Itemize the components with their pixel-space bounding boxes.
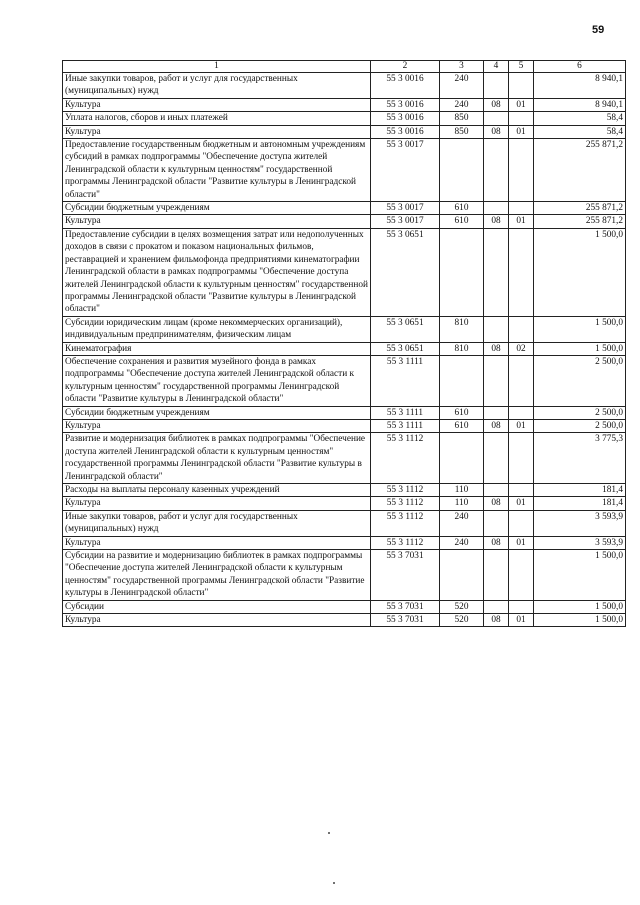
row-section-cell	[484, 355, 509, 406]
row-name-cell: Культура	[63, 536, 371, 549]
row-name-cell: Предоставление государственным бюджетным и автономным учреждениям субсидий в рамках подпрограммы "Обеспечение доступа жителей Ленинградской области к культурным ценностям" государственной программы Ленинградской области "Развитие культуры в Ленинградской области"	[63, 139, 371, 202]
row-amount-cell: 1 500,0	[534, 614, 626, 627]
row-code-cell: 55 3 0651	[371, 228, 440, 316]
row-expense-type-cell	[440, 139, 484, 202]
table-row	[63, 550, 626, 601]
row-code-cell: 55 3 1112	[371, 497, 440, 510]
row-code-cell: 55 3 1112	[371, 510, 440, 536]
row-code-cell: 55 3 0016	[371, 112, 440, 125]
row-code-cell: 55 3 0016	[371, 73, 440, 99]
table-row	[63, 419, 626, 432]
row-code-cell: 55 3 1111	[371, 355, 440, 406]
row-code-cell: 55 3 0016	[371, 125, 440, 138]
row-subsection-cell	[509, 484, 534, 497]
row-expense-type-cell: 240	[440, 98, 484, 111]
row-expense-type-cell	[440, 228, 484, 316]
row-subsection-cell: 01	[509, 419, 534, 432]
row-section-cell	[484, 316, 509, 342]
row-expense-type-cell: 610	[440, 215, 484, 228]
row-section-cell: 08	[484, 342, 509, 355]
row-name-cell: Культура	[63, 497, 371, 510]
table-row	[63, 316, 626, 342]
table-row	[63, 342, 626, 355]
row-section-cell: 08	[484, 125, 509, 138]
table-row	[63, 497, 626, 510]
row-name-cell: Субсидии на развитие и модернизацию библиотек в рамках подпрограммы "Обеспечение доступа жителей Ленинградской области к культурным ценностям" государственной программы Ленинградской области "Развитие культуры в Ленинградской области"	[63, 550, 371, 601]
row-code-cell: 55 3 1112	[371, 484, 440, 497]
row-expense-type-cell: 240	[440, 73, 484, 99]
row-expense-type-cell: 850	[440, 112, 484, 125]
column-header: 4	[484, 61, 509, 73]
row-section-cell	[484, 433, 509, 484]
table-row	[63, 73, 626, 99]
row-subsection-cell	[509, 112, 534, 125]
row-amount-cell: 255 871,2	[534, 215, 626, 228]
table-row	[63, 215, 626, 228]
row-expense-type-cell: 610	[440, 419, 484, 432]
table-row	[63, 98, 626, 111]
row-amount-cell: 181,4	[534, 497, 626, 510]
row-expense-type-cell: 110	[440, 497, 484, 510]
row-amount-cell: 1 500,0	[534, 228, 626, 316]
column-header: 1	[63, 61, 371, 73]
row-amount-cell: 255 871,2	[534, 139, 626, 202]
row-name-cell: Обеспечение сохранения и развития музейного фонда в рамках подпрограммы "Обеспечение доступа жителей Ленинградской области к культурным ценностям" государственной программы Ленинградской области "Развитие культуры в Ленинградской области"	[63, 355, 371, 406]
row-name-cell: Культура	[63, 98, 371, 111]
table-row	[63, 484, 626, 497]
row-code-cell: 55 3 0017	[371, 139, 440, 202]
row-name-cell: Субсидии	[63, 600, 371, 613]
table-row	[63, 433, 626, 484]
row-amount-cell: 1 500,0	[534, 550, 626, 601]
row-amount-cell: 1 500,0	[534, 600, 626, 613]
row-section-cell	[484, 139, 509, 202]
row-amount-cell: 1 500,0	[534, 316, 626, 342]
row-name-cell: Иные закупки товаров, работ и услуг для государственных (муниципальных) нужд	[63, 73, 371, 99]
row-name-cell: Кинематография	[63, 342, 371, 355]
row-code-cell: 55 3 0016	[371, 98, 440, 111]
row-name-cell: Субсидии бюджетным учреждениям	[63, 406, 371, 419]
row-name-cell: Культура	[63, 419, 371, 432]
table-row	[63, 600, 626, 613]
row-subsection-cell	[509, 228, 534, 316]
row-section-cell	[484, 406, 509, 419]
row-code-cell: 55 3 7031	[371, 550, 440, 601]
row-section-cell: 08	[484, 419, 509, 432]
budget-table	[62, 60, 626, 627]
row-subsection-cell: 01	[509, 215, 534, 228]
row-code-cell: 55 3 1111	[371, 419, 440, 432]
row-expense-type-cell: 520	[440, 600, 484, 613]
row-subsection-cell: 02	[509, 342, 534, 355]
row-code-cell: 55 3 0017	[371, 215, 440, 228]
table-row	[63, 112, 626, 125]
table-row	[63, 406, 626, 419]
row-amount-cell: 181,4	[534, 484, 626, 497]
row-code-cell: 55 3 0017	[371, 202, 440, 215]
row-subsection-cell: 01	[509, 98, 534, 111]
row-subsection-cell: 01	[509, 497, 534, 510]
row-expense-type-cell	[440, 433, 484, 484]
row-section-cell	[484, 550, 509, 601]
row-amount-cell: 2 500,0	[534, 355, 626, 406]
column-header: 6	[534, 61, 626, 73]
row-expense-type-cell: 610	[440, 406, 484, 419]
row-expense-type-cell: 810	[440, 316, 484, 342]
row-amount-cell: 58,4	[534, 125, 626, 138]
row-subsection-cell	[509, 600, 534, 613]
row-subsection-cell: 01	[509, 536, 534, 549]
table-row	[63, 614, 626, 627]
row-subsection-cell	[509, 316, 534, 342]
row-code-cell: 55 3 1112	[371, 433, 440, 484]
table-body	[63, 73, 626, 627]
row-name-cell: Иные закупки товаров, работ и услуг для государственных (муниципальных) нужд	[63, 510, 371, 536]
row-amount-cell: 8 940,1	[534, 73, 626, 99]
row-section-cell	[484, 73, 509, 99]
scan-speck	[333, 882, 335, 884]
table-row	[63, 228, 626, 316]
row-name-cell: Субсидии юридическим лицам (кроме некоммерческих организаций), индивидуальным предпринимателям, физическим лицам	[63, 316, 371, 342]
row-amount-cell: 2 500,0	[534, 406, 626, 419]
table-row	[63, 536, 626, 549]
row-amount-cell: 1 500,0	[534, 342, 626, 355]
row-amount-cell: 2 500,0	[534, 419, 626, 432]
row-subsection-cell	[509, 550, 534, 601]
table-row	[63, 139, 626, 202]
row-code-cell: 55 3 0651	[371, 316, 440, 342]
row-name-cell: Уплата налогов, сборов и иных платежей	[63, 112, 371, 125]
row-section-cell: 08	[484, 497, 509, 510]
table-header-row	[63, 61, 626, 73]
row-section-cell	[484, 484, 509, 497]
row-expense-type-cell	[440, 550, 484, 601]
row-section-cell	[484, 112, 509, 125]
row-name-cell: Субсидии бюджетным учреждениям	[63, 202, 371, 215]
row-expense-type-cell: 110	[440, 484, 484, 497]
table-row	[63, 202, 626, 215]
row-subsection-cell	[509, 510, 534, 536]
row-section-cell	[484, 202, 509, 215]
row-expense-type-cell: 610	[440, 202, 484, 215]
table-row	[63, 125, 626, 138]
row-amount-cell: 8 940,1	[534, 98, 626, 111]
table-row	[63, 355, 626, 406]
row-expense-type-cell: 240	[440, 510, 484, 536]
row-code-cell: 55 3 7031	[371, 614, 440, 627]
row-subsection-cell: 01	[509, 614, 534, 627]
row-name-cell: Культура	[63, 215, 371, 228]
row-amount-cell: 3 593,9	[534, 536, 626, 549]
row-section-cell: 08	[484, 614, 509, 627]
row-section-cell	[484, 510, 509, 536]
row-amount-cell: 3 593,9	[534, 510, 626, 536]
row-code-cell: 55 3 0651	[371, 342, 440, 355]
row-expense-type-cell: 240	[440, 536, 484, 549]
scan-speck	[328, 832, 330, 834]
page-number: 59	[592, 24, 605, 36]
row-subsection-cell	[509, 433, 534, 484]
column-header: 2	[371, 61, 440, 73]
row-subsection-cell	[509, 73, 534, 99]
row-expense-type-cell	[440, 355, 484, 406]
row-section-cell	[484, 228, 509, 316]
row-section-cell: 08	[484, 536, 509, 549]
row-section-cell	[484, 600, 509, 613]
row-code-cell: 55 3 1112	[371, 536, 440, 549]
row-subsection-cell	[509, 406, 534, 419]
row-subsection-cell	[509, 202, 534, 215]
row-section-cell: 08	[484, 215, 509, 228]
row-amount-cell: 58,4	[534, 112, 626, 125]
row-amount-cell: 3 775,3	[534, 433, 626, 484]
table-row	[63, 510, 626, 536]
row-code-cell: 55 3 1111	[371, 406, 440, 419]
column-header: 3	[440, 61, 484, 73]
row-section-cell: 08	[484, 98, 509, 111]
row-code-cell: 55 3 7031	[371, 600, 440, 613]
row-name-cell: Расходы на выплаты персоналу казенных учреждений	[63, 484, 371, 497]
row-amount-cell: 255 871,2	[534, 202, 626, 215]
row-name-cell: Предоставление субсидии в целях возмещения затрат или недополученных доходов в связи с прокатом и показом национальных фильмов, реставрацией и хранением фильмофонда предприятиями кинематографии Ленинградской области в рамках подпрограммы "Обеспечение доступа жителей Ленинградской области к культурным ценностям" государственной программы Ленинградской области "Развитие культуры в Ленинградской области"	[63, 228, 371, 316]
row-name-cell: Культура	[63, 125, 371, 138]
row-expense-type-cell: 810	[440, 342, 484, 355]
row-expense-type-cell: 520	[440, 614, 484, 627]
row-expense-type-cell: 850	[440, 125, 484, 138]
row-name-cell: Развитие и модернизация библиотек в рамках подпрограммы "Обеспечение доступа жителей Ленинградской области к культурным ценностям" государственной программы Ленинградской области "Развитие культуры в Ленинградской области"	[63, 433, 371, 484]
row-subsection-cell: 01	[509, 125, 534, 138]
row-subsection-cell	[509, 139, 534, 202]
row-subsection-cell	[509, 355, 534, 406]
column-header: 5	[509, 61, 534, 73]
row-name-cell: Культура	[63, 614, 371, 627]
